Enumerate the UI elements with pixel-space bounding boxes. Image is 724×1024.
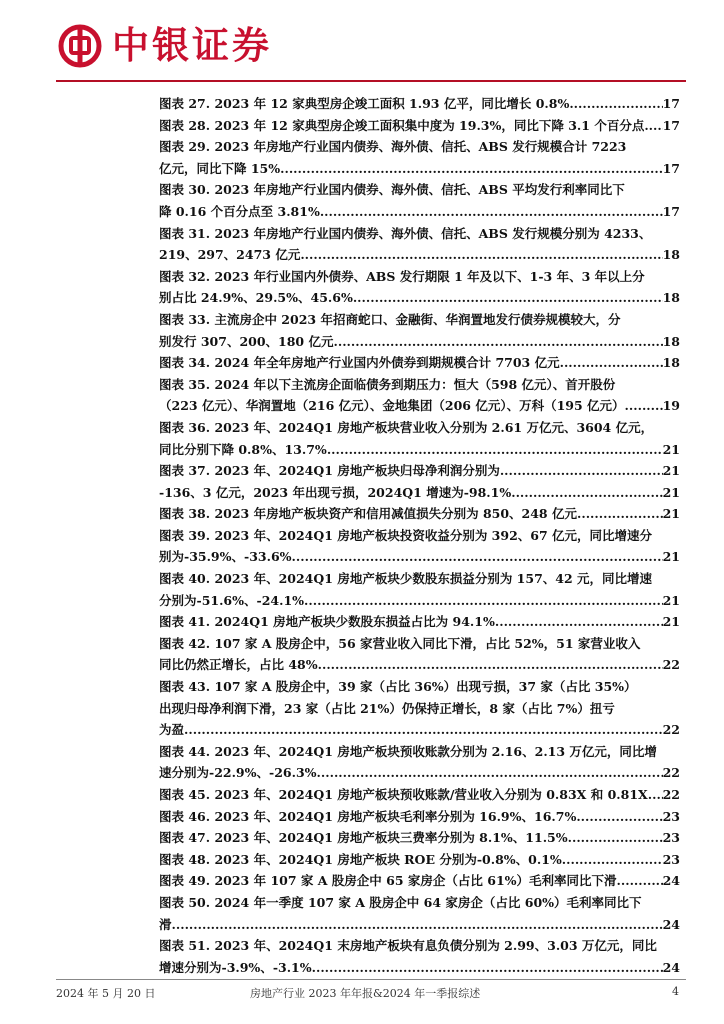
dot-leader bbox=[300, 244, 662, 266]
toc-entry[interactable] bbox=[159, 806, 680, 828]
toc-entry-last-line bbox=[159, 352, 680, 374]
toc-entry-last-line bbox=[159, 590, 680, 612]
toc-entry-text: -136、3 亿元，2023 年出现亏损，2024Q1 增速为-98.1% bbox=[159, 484, 512, 500]
toc-entry-line: 图表 44. 2023 年、2024Q1 房地产板块预收账款分别为 2.16、2.13 万亿元，同比增 bbox=[159, 743, 657, 759]
toc-entry[interactable] bbox=[159, 417, 680, 460]
toc-entry-line: 图表 31. 2023 年房地产行业国内债券、海外债、信托、ABS 发行规模分别为 4233、 bbox=[159, 225, 652, 241]
dot-leader bbox=[625, 395, 663, 417]
toc-page-number: 17 bbox=[662, 117, 680, 133]
toc-entry[interactable] bbox=[159, 827, 680, 849]
toc-entry-line: 图表 51. 2023 年、2024Q1 末房地产板块有息负债分别为 2.99、3.03 万亿元，同比 bbox=[159, 938, 657, 954]
toc-entry-text: 图表 38. 2023 年房地产板块资产和信用减值损失分别为 850、248 亿元 bbox=[159, 506, 577, 522]
dot-leader bbox=[172, 914, 663, 936]
dot-leader bbox=[562, 849, 663, 871]
toc-entry-text: 图表 27. 2023 年 12 家典型房企竣工面积 1.93 亿平，同比增长 0.8% bbox=[159, 96, 570, 111]
toc-entry-line: 图表 42. 107 家 A 股房企中，56 家营业收入同比下滑，占比 52%，51 家营业收入 bbox=[159, 635, 641, 651]
toc-entry[interactable] bbox=[159, 892, 680, 935]
toc-entry-line: 图表 30. 2023 年房地产行业国内债券、海外债、信托、ABS 平均发行利率同比下 bbox=[159, 182, 625, 198]
dot-leader bbox=[560, 352, 663, 374]
toc-entry-last-line bbox=[159, 503, 680, 525]
toc-entry-text: 同比仍然正增长，占比 48% bbox=[159, 657, 318, 673]
toc-entry-last-line bbox=[159, 287, 680, 309]
dot-leader bbox=[304, 590, 663, 612]
toc-entry-text: 亿元，同比下降 15% bbox=[159, 160, 281, 176]
dot-leader bbox=[569, 93, 662, 115]
toc-entry-line: 图表 40. 2023 年、2024Q1 房地产板块少数股东损益分别为 157、42 元，同比增速 bbox=[159, 571, 653, 587]
dot-leader bbox=[327, 439, 663, 461]
toc-entry[interactable] bbox=[159, 870, 680, 892]
toc-entry-last-line bbox=[159, 719, 680, 741]
toc-entry-line: 图表 36. 2023 年、2024Q1 房地产板块营业收入分别为 2.61 万亿元、3604 亿元， bbox=[159, 419, 654, 435]
toc-entry-last-line bbox=[159, 395, 680, 417]
toc-entry-last-line bbox=[159, 806, 680, 828]
header-divider bbox=[56, 80, 686, 82]
toc-entry[interactable] bbox=[159, 611, 680, 633]
toc-page-number: 24 bbox=[662, 959, 680, 975]
toc-entry[interactable] bbox=[159, 525, 680, 568]
brand-name: 中银证券 bbox=[112, 24, 272, 67]
toc-entry[interactable] bbox=[159, 935, 680, 978]
toc-page-number: 17 bbox=[662, 203, 680, 219]
toc-entry-last-line bbox=[159, 957, 680, 979]
toc-entry-last-line bbox=[159, 654, 680, 676]
toc-entry-last-line bbox=[159, 331, 680, 353]
dot-leader bbox=[577, 503, 663, 525]
dot-leader bbox=[317, 762, 663, 784]
toc-entry-last-line bbox=[159, 439, 680, 461]
dot-leader bbox=[495, 611, 663, 633]
toc-entry-text: 增速分别为-3.9%、-3.1% bbox=[159, 959, 312, 975]
toc-page-number: 21 bbox=[662, 441, 680, 457]
dot-leader bbox=[568, 827, 663, 849]
page-number: 4 bbox=[672, 985, 679, 998]
toc-entry[interactable] bbox=[159, 633, 680, 676]
toc-page-number: 22 bbox=[662, 722, 680, 738]
toc-entry[interactable] bbox=[159, 374, 680, 417]
toc-page-number: 21 bbox=[662, 484, 680, 500]
toc-entry-line: 图表 32. 2023 年行业国内外债券、ABS 发行期限 1 年及以下、1-3 年、3 年以上分 bbox=[159, 268, 645, 284]
toc-entry[interactable] bbox=[159, 482, 680, 504]
toc-entry-last-line bbox=[159, 546, 680, 568]
toc-entry-text: 降 0.16 个百分点至 3.81% bbox=[159, 203, 320, 219]
toc-page-number: 18 bbox=[662, 247, 680, 263]
toc-page-number: 21 bbox=[662, 463, 680, 479]
toc-entry-last-line bbox=[159, 762, 680, 784]
toc-entry[interactable] bbox=[159, 741, 680, 784]
dot-leader bbox=[292, 546, 663, 568]
toc-page-number: 18 bbox=[662, 333, 680, 349]
toc-entry[interactable] bbox=[159, 676, 680, 741]
toc-page-number: 19 bbox=[662, 398, 680, 414]
toc-entry-line: 图表 43. 107 家 A 股房企中，39 家（占比 36%）出现亏损，37 家（占比 35%） bbox=[159, 679, 637, 695]
figure-list bbox=[159, 93, 680, 978]
footer-divider bbox=[56, 979, 686, 980]
toc-entry[interactable] bbox=[159, 179, 680, 222]
footer-title: 房地产行业 2023 年年报&2024 年一季报综述 bbox=[250, 987, 481, 1000]
toc-entry-text: 同比分别下降 0.8%、13.7% bbox=[159, 441, 327, 457]
toc-entry[interactable] bbox=[159, 93, 680, 115]
footer-date: 2024 年 5 月 20 日 bbox=[56, 987, 156, 1000]
toc-page-number: 21 bbox=[662, 506, 680, 522]
toc-page-number: 22 bbox=[662, 657, 680, 673]
toc-entry-text: 图表 37. 2023 年、2024Q1 房地产板块归母净利润分别为 bbox=[159, 463, 500, 479]
toc-entry[interactable] bbox=[159, 136, 680, 179]
toc-page-number: 22 bbox=[662, 787, 680, 802]
toc-entry-last-line bbox=[159, 115, 680, 137]
dot-leader bbox=[500, 460, 663, 482]
toc-page-number: 23 bbox=[662, 830, 680, 846]
dot-leader bbox=[280, 158, 662, 180]
toc-entry[interactable] bbox=[159, 266, 680, 309]
toc-entry-line: 出现归母净利润下滑，23 家（占比 21%）仍保持正增长，8 家（占比 7%）扭亏 bbox=[159, 700, 615, 716]
toc-page-number: 23 bbox=[662, 808, 680, 824]
toc-entry-text: 为盈 bbox=[159, 722, 185, 738]
toc-page-number: 21 bbox=[662, 592, 680, 608]
toc-entry-last-line bbox=[159, 93, 680, 115]
toc-entry-last-line bbox=[159, 784, 680, 806]
dot-leader bbox=[320, 201, 663, 223]
toc-entry-last-line bbox=[159, 482, 680, 504]
toc-entry[interactable] bbox=[159, 849, 680, 871]
toc-entry-text: 别为-35.9%、-33.6% bbox=[159, 549, 292, 565]
dot-leader bbox=[617, 870, 663, 892]
toc-entry-text: 219、297、2473 亿元 bbox=[159, 247, 301, 263]
toc-entry[interactable] bbox=[159, 503, 680, 525]
toc-entry-last-line bbox=[159, 460, 680, 482]
toc-entry[interactable] bbox=[159, 115, 680, 137]
toc-entry-text: 图表 47. 2023 年、2024Q1 房地产板块三费率分别为 8.1%、11.5% bbox=[159, 830, 568, 846]
toc-entry-text: 别发行 307、200、180 亿元 bbox=[159, 333, 334, 349]
toc-entry-text: （223 亿元）、华润置地（216 亿元）、金地集团（206 亿元）、万科（195 亿元） bbox=[159, 398, 625, 414]
toc-page-number: 17 bbox=[662, 96, 680, 111]
dot-leader bbox=[576, 806, 662, 828]
toc-entry-text: 图表 48. 2023 年、2024Q1 房地产板块 ROE 分别为-0.8%、0.1% bbox=[159, 851, 562, 867]
toc-page-number: 21 bbox=[662, 614, 680, 630]
toc-page-number: 18 bbox=[662, 290, 680, 306]
page-header bbox=[0, 0, 724, 88]
dot-leader bbox=[318, 654, 663, 676]
toc-page-number: 24 bbox=[662, 916, 680, 932]
toc-entry-text: 图表 49. 2023 年 107 家 A 股房企中 65 家房企（占比 61%）毛利率同比下滑 bbox=[159, 873, 617, 889]
toc-entry-last-line bbox=[159, 914, 680, 936]
toc-entry-text: 别占比 24.9%、29.5%、45.6% bbox=[159, 290, 353, 306]
toc-entry-text: 图表 45. 2023 年、2024Q1 房地产板块预收账款/营业收入分别为 0.83X 和 0.81X bbox=[159, 787, 648, 802]
dot-leader bbox=[184, 719, 663, 741]
toc-entry-last-line bbox=[159, 870, 680, 892]
toc-entry-line: 图表 35. 2024 年以下主流房企面临债务到期压力：恒大（598 亿元）、首开股份 bbox=[159, 376, 616, 392]
toc-page-number: 18 bbox=[662, 355, 680, 371]
toc-entry-last-line bbox=[159, 201, 680, 223]
bank-of-china-logo-icon bbox=[58, 24, 102, 68]
toc-entry-line: 图表 50. 2024 年一季度 107 家 A 股房企中 64 家房企（占比 60%）毛利率同比下 bbox=[159, 894, 642, 910]
toc-entry[interactable] bbox=[159, 460, 680, 482]
dot-leader bbox=[648, 784, 663, 806]
toc-page-number: 17 bbox=[662, 160, 680, 176]
toc-entry-text: 速分别为-22.9%、-26.3% bbox=[159, 765, 317, 781]
toc-entry-text: 图表 41. 2024Q1 房地产板块少数股东损益占比为 94.1% bbox=[159, 614, 495, 630]
dot-leader bbox=[644, 115, 662, 137]
toc-entry-text: 图表 34. 2024 年全年房地产行业国内外债券到期规模合计 7703 亿元 bbox=[159, 355, 560, 371]
dot-leader bbox=[353, 287, 663, 309]
toc-entry-text: 图表 46. 2023 年、2024Q1 房地产板块毛利率分别为 16.9%、16.7% bbox=[159, 808, 577, 824]
toc-entry[interactable] bbox=[159, 352, 680, 374]
toc-entry-text: 分别为-51.6%、-24.1% bbox=[159, 592, 305, 608]
toc-page-number: 22 bbox=[662, 765, 680, 781]
toc-entry-line: 图表 29. 2023 年房地产行业国内债券、海外债、信托、ABS 发行规模合计 7223 bbox=[159, 139, 627, 155]
toc-entry-last-line bbox=[159, 827, 680, 849]
toc-entry-last-line bbox=[159, 158, 680, 180]
toc-entry[interactable] bbox=[159, 568, 680, 611]
toc-entry-last-line bbox=[159, 611, 680, 633]
toc-entry-text: 图表 28. 2023 年 12 家典型房企竣工面积集中度为 19.3%，同比下降 3.1 个百分点 bbox=[159, 117, 645, 133]
toc-entry[interactable] bbox=[159, 223, 680, 266]
toc-entry[interactable] bbox=[159, 309, 680, 352]
toc-page-number: 21 bbox=[662, 549, 680, 565]
toc-page-number: 24 bbox=[662, 873, 680, 889]
dot-leader bbox=[511, 482, 662, 504]
toc-entry[interactable] bbox=[159, 784, 680, 806]
toc-entry-last-line bbox=[159, 849, 680, 871]
toc-page-number: 23 bbox=[662, 851, 680, 867]
toc-entry-line: 图表 33. 主流房企中 2023 年招商蛇口、金融街、华润置地发行债券规模较大，分 bbox=[159, 311, 621, 327]
toc-entry-text: 滑 bbox=[159, 916, 172, 932]
toc-entry-last-line bbox=[159, 244, 680, 266]
dot-leader bbox=[333, 331, 662, 353]
dot-leader bbox=[312, 957, 663, 979]
toc-entry-line: 图表 39. 2023 年、2024Q1 房地产板块投资收益分别为 392、67 亿元，同比增速分 bbox=[159, 527, 653, 543]
